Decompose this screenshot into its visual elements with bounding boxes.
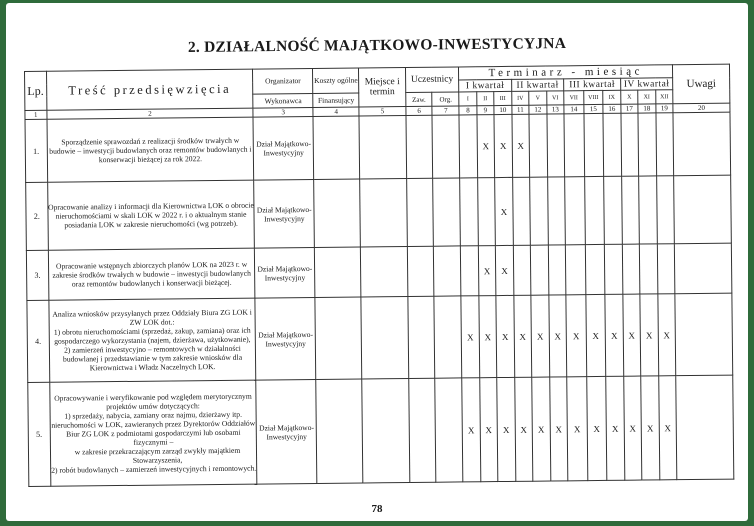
- column-number: 2: [47, 108, 254, 119]
- description-line: 1) sprzedaży, nabycia, zamiany oraz najmu, dzierżawy itp. nieruchomości w LOK, zawieranych przez Dyrektorów Oddziałów Biur ZG LOK z podmiotami gospodarczymi lub osobami fizycznymi –: [51, 409, 256, 447]
- cell-miejsce: [361, 296, 408, 378]
- cell-org: [434, 246, 461, 296]
- header-month: IX: [603, 90, 621, 104]
- header-kwartal-2: II kwartał: [511, 79, 564, 92]
- month-cell-marked: X: [461, 296, 479, 378]
- table-row: [25, 112, 731, 182]
- column-number: 16: [603, 104, 621, 113]
- cell-zaw: [407, 246, 434, 296]
- month-cell-marked: X: [477, 115, 495, 178]
- header-zaw: Zaw.: [405, 92, 432, 106]
- month-cell-marked: X: [605, 294, 623, 376]
- header-uwagi: Uwagi: [673, 64, 730, 104]
- month-cell-marked: X: [586, 294, 606, 376]
- cell-miejsce: [362, 378, 409, 482]
- schedule-table: [24, 64, 734, 487]
- header-organizator: Organizator: [253, 68, 313, 94]
- column-number: 11: [512, 105, 530, 114]
- description-line: Opracowanie wstępnych zbiorczych planów LOK na 2023 r. w zakresie środków trwałych w budowie – inwestycji budowlanych oraz remontów budowlanych i konserwacji bieżącej.: [52, 259, 251, 289]
- description-line: Sporządzenie sprawozdań z realizacji środków trwałych w budowie – inwestycji budowlanych oraz remontów budowlanych i konserwacji bieżącej za rok 2022.: [49, 135, 252, 164]
- month-cell-marked: X: [566, 295, 586, 377]
- row-number: 1.: [25, 119, 47, 182]
- column-number: 8: [459, 106, 477, 115]
- month-cell: [657, 244, 675, 294]
- header-tresc: Treść przedsięwzięcia: [46, 69, 253, 110]
- month-cell-marked: X: [658, 376, 677, 480]
- table-row: [26, 175, 732, 250]
- month-cell: [565, 177, 585, 245]
- month-cell: [603, 113, 621, 176]
- header-kwartal-4: IV kwartał: [620, 78, 673, 91]
- page-number: 78: [371, 503, 383, 515]
- month-cell: [604, 176, 622, 244]
- header-month: V: [529, 91, 547, 105]
- column-number: 19: [656, 104, 674, 113]
- table-row: [28, 375, 734, 486]
- column-number: 20: [673, 103, 730, 113]
- month-cell: [584, 176, 604, 244]
- header-miejsce: Miejsce i termin: [359, 68, 406, 107]
- month-cell-marked: X: [462, 378, 481, 482]
- header-month: VI: [546, 91, 564, 105]
- document-page: [6, 3, 748, 521]
- column-number: 15: [584, 104, 604, 113]
- cell-uwagi: [675, 243, 732, 294]
- cell-miejsce: [361, 246, 408, 296]
- row-number: 5.: [28, 382, 51, 486]
- cell-uwagi: [674, 175, 731, 244]
- cell-koszty: [315, 247, 362, 297]
- row-organizer: Dział Majątkowo-Inwestycyjny: [256, 379, 317, 484]
- row-description: [47, 180, 255, 250]
- month-cell-marked: X: [641, 376, 660, 480]
- row-description: [49, 298, 257, 382]
- month-cell: [584, 113, 604, 176]
- header-month: VIII: [583, 90, 603, 104]
- row-number: 2.: [26, 182, 48, 250]
- month-cell-marked: X: [497, 377, 516, 481]
- header-month: XII: [655, 90, 673, 104]
- header-kwartal-3: III kwartał: [564, 78, 621, 91]
- header-wykonawca: Wykonawca: [253, 93, 313, 108]
- cell-koszty: [313, 116, 360, 179]
- header-month: III: [494, 91, 512, 105]
- month-cell: [461, 246, 479, 296]
- description-line: w zakresie przekraczającym zarząd zwykły majątkiem Stowarzyszenia,: [74, 445, 241, 465]
- month-cell-marked: X: [549, 377, 568, 481]
- cell-koszty: [314, 179, 361, 247]
- table-row: [27, 293, 733, 382]
- description-line: 2) robót budowlanych – zamierzeń inwestycyjnych i remontowych.: [51, 463, 257, 475]
- row-description: [48, 248, 255, 300]
- column-number: 1: [25, 110, 47, 119]
- month-cell-marked: X: [606, 376, 625, 480]
- month-cell: [548, 245, 566, 295]
- month-cell: [638, 113, 656, 176]
- month-cell-marked: X: [496, 245, 514, 295]
- month-cell-marked: X: [623, 294, 641, 376]
- column-number: 12: [529, 105, 547, 114]
- header-finansujacy: Finansujący: [313, 93, 359, 107]
- column-number: 17: [621, 104, 639, 113]
- month-cell: [656, 176, 674, 244]
- column-number: 9: [477, 106, 495, 115]
- month-cell: [530, 177, 548, 245]
- row-organizer: Dział Majątkowo-Inwestycyjny: [253, 116, 313, 180]
- header-uczestnicy: Uczestnicy: [405, 67, 459, 93]
- month-cell: [640, 244, 658, 294]
- column-number: 6: [406, 106, 433, 115]
- table-row: [26, 243, 731, 300]
- header-terminarz: Terminarz - miesiąc: [459, 65, 673, 80]
- month-cell: [459, 115, 477, 178]
- header-month: VII: [564, 91, 584, 105]
- month-cell-marked: X: [640, 294, 658, 376]
- cell-org: [433, 178, 460, 246]
- header-kwartal-1: I kwartał: [459, 79, 512, 92]
- month-cell: [513, 245, 531, 295]
- month-cell-marked: X: [567, 377, 588, 481]
- header-month: X: [620, 90, 638, 104]
- cell-zaw: [406, 178, 433, 246]
- cell-org: [432, 115, 459, 178]
- row-organizer: Dział Majątkowo-Inwestycyjny: [254, 179, 314, 248]
- cell-org: [434, 296, 462, 378]
- month-cell: [460, 178, 478, 246]
- row-number: 4.: [27, 300, 49, 382]
- month-cell: [639, 176, 657, 244]
- row-number: 3.: [26, 250, 48, 300]
- month-cell: [622, 244, 640, 294]
- month-cell-marked: X: [549, 295, 567, 377]
- month-cell-marked: X: [531, 295, 549, 377]
- column-number: 7: [432, 106, 459, 115]
- column-number: 3: [253, 107, 313, 117]
- month-cell-marked: X: [479, 296, 497, 378]
- month-cell-marked: X: [514, 295, 532, 377]
- month-cell: [605, 244, 623, 294]
- month-cell: [564, 114, 584, 177]
- cell-koszty: [315, 297, 362, 379]
- table-body: [25, 112, 734, 486]
- cell-koszty: [316, 379, 363, 483]
- description-line: 1) obrotu nieruchomościami (sprzedaż, zakup, zamiana) oraz ich gospodarczego wykorzystania (najem, dzierżawa, użytkowanie),: [53, 325, 251, 346]
- column-number: 5: [359, 107, 405, 116]
- month-cell: [531, 245, 549, 295]
- month-cell-marked: X: [479, 378, 498, 482]
- description-line: Opracowywanie i weryfikowanie pod względem merytorycznym projektów umów dotyczących:: [54, 391, 252, 412]
- row-description: [49, 380, 257, 486]
- month-cell-marked: X: [514, 377, 533, 481]
- table-header: [25, 64, 730, 119]
- cell-zaw: [408, 296, 436, 378]
- row-organizer: Dział Majątkowo-Inwestycyjny: [255, 247, 315, 298]
- cell-zaw: [406, 115, 433, 178]
- month-cell-marked: X: [494, 114, 512, 177]
- month-cell: [656, 113, 674, 176]
- column-number: 4: [313, 107, 359, 116]
- cell-zaw: [408, 378, 436, 482]
- month-cell: [477, 178, 495, 246]
- column-number: 18: [638, 104, 656, 113]
- month-cell-marked: X: [495, 177, 513, 245]
- month-cell: [512, 177, 530, 245]
- month-cell-marked: X: [478, 246, 496, 296]
- cell-uwagi: [676, 375, 734, 480]
- header-org: Org.: [432, 92, 459, 106]
- cell-miejsce: [360, 179, 407, 247]
- row-organizer: Dział Majątkowo-Inwestycyjny: [255, 297, 316, 380]
- header-month: XI: [638, 90, 656, 104]
- cell-uwagi: [675, 293, 733, 376]
- header-month: IV: [511, 91, 529, 105]
- cell-org: [435, 378, 463, 482]
- month-cell-marked: X: [658, 294, 676, 376]
- header-lp: Lp.: [25, 71, 47, 110]
- description-line: Opracowanie analizy i informacji dla Kierownictwa LOK o obrocie nieruchomościami w skali LOK w 2022 r. i o aktualnym stanie posiadania LOK w zakresie nieruchomości (wg potrzeb).: [48, 200, 254, 230]
- header-month: I: [459, 92, 477, 106]
- month-cell-marked: X: [623, 376, 642, 480]
- month-cell-marked: X: [532, 377, 551, 481]
- month-cell: [566, 245, 586, 295]
- month-cell: [621, 113, 639, 176]
- page-title: 2. DZIAŁALNOŚĆ MAJĄTKOWO-INWESTYCYJNA: [187, 35, 567, 56]
- month-cell-marked: X: [496, 295, 514, 377]
- month-cell: [547, 114, 565, 177]
- column-number: 10: [494, 105, 512, 114]
- description-line: 2) zamierzeń inwestycyjno – remontowych w działalności budowlanej i przedstawianie w tym zakresie wniosków dla Kierownictwa i Władz Naczelnych LOK.: [62, 343, 243, 373]
- month-cell: [621, 176, 639, 244]
- cell-uwagi: [673, 112, 730, 176]
- month-cell: [547, 177, 565, 245]
- description-line: Analiza wniosków przysyłanych przez Oddziały Biura ZG LOK i ZW LOK dot.:: [52, 307, 252, 327]
- month-cell: [529, 114, 547, 177]
- cell-miejsce: [359, 116, 406, 179]
- column-number: 13: [547, 105, 565, 114]
- month-cell-marked: X: [586, 376, 607, 480]
- column-number: 14: [564, 105, 584, 114]
- month-cell: [585, 244, 605, 294]
- row-description: [47, 117, 254, 182]
- header-koszty: Koszty ogólne: [313, 68, 360, 93]
- month-cell-marked: X: [512, 114, 530, 177]
- header-month: II: [476, 92, 494, 106]
